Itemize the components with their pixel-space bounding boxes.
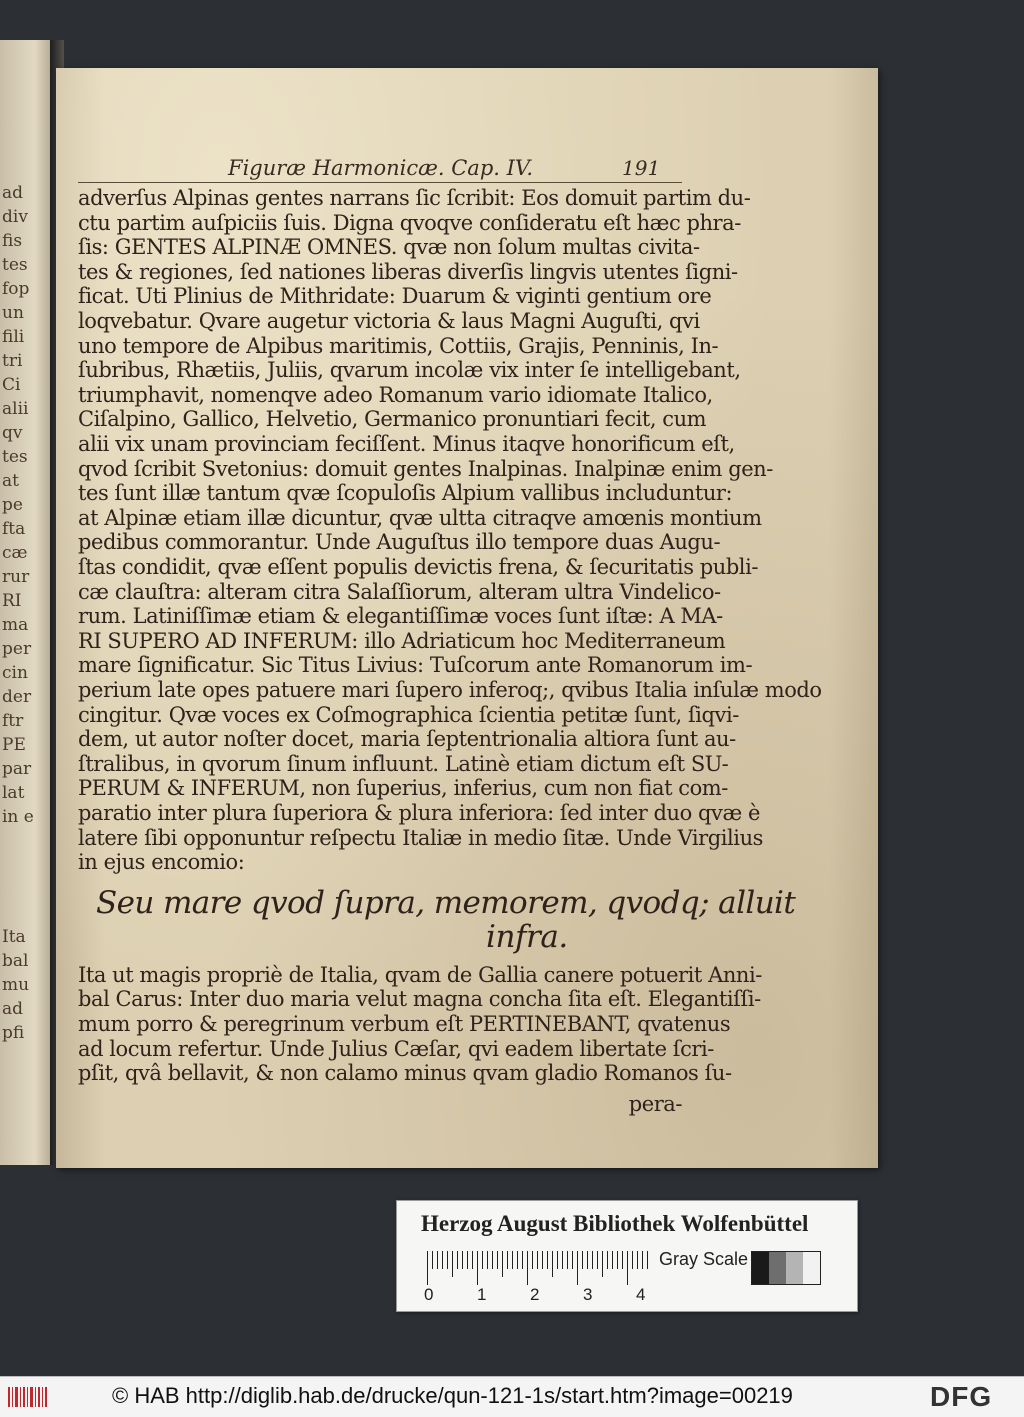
ruler-tick: [457, 1251, 458, 1269]
left-page-fragment: rur: [2, 567, 30, 587]
gray-scale-label: Gray Scale: [659, 1249, 749, 1269]
text-line: mum porro & peregrinum verbum eſt PERTINEBANT, qvatenus: [78, 1012, 731, 1036]
text-line: pſit, qvâ bellavit, & non calamo minus qvam gladio Romanos ſu-: [78, 1061, 732, 1086]
card-title: Herzog August Bibliothek Wolfenbüttel: [421, 1211, 809, 1236]
left-page-fragment: alii: [2, 399, 29, 419]
ruler-tick: [472, 1251, 473, 1269]
text-line: qvod ſcribit Svetonius: domuit gentes Inalpinas. Inalpinæ enim gen-: [78, 456, 773, 481]
ruler-tick: [467, 1251, 468, 1269]
left-page-fragment: par: [2, 759, 32, 779]
ruler-tick: [582, 1251, 583, 1269]
left-page-fragment: pe: [2, 495, 23, 515]
catchword: pera-: [628, 1091, 682, 1116]
text-line: Ciſalpino, Gallico, Helvetio, Germanico pronuntiari fecit, cum: [78, 407, 707, 432]
ruler-tick: [507, 1251, 508, 1269]
left-page-fragment: ma: [2, 615, 29, 635]
gray-scale-swatches: [751, 1251, 821, 1285]
left-page-fragment: mu: [2, 975, 30, 995]
ruler-tick: [427, 1251, 428, 1285]
text-line: cingitur. Qvæ voces ex Coſmographica ſcientia petitæ ſunt, ſiqvi-: [78, 702, 739, 727]
text-line: adverſus Alpinas gentes narrans ſic ſcribit: Eos domuit partim du-: [78, 186, 751, 210]
ruler-tick: [557, 1251, 558, 1269]
ruler-tick: [627, 1251, 628, 1285]
gray-swatch: [752, 1252, 769, 1284]
ruler-tick: [612, 1251, 613, 1269]
color-calibration-card: [396, 1200, 858, 1312]
book-page: [56, 68, 878, 1168]
copyright-url: © HAB http://diglib.hab.de/drucke/qun-121-1s/start.htm?image=00219: [112, 1383, 793, 1408]
barcode-icon: [8, 1385, 48, 1409]
ruler-tick: [542, 1251, 543, 1269]
text-line: at Alpinæ etiam illæ dicuntur, qvæ ultta citraqve amœnis montium: [78, 505, 762, 530]
ruler-tick: [437, 1251, 438, 1269]
text-line: ficat. Uti Plinius de Mithridate: Duarum & viginti gentium ore: [78, 284, 712, 309]
text-line: dem, ut autor noſter docet, maria ſeptentrionalia altiora ſunt au-: [78, 727, 736, 752]
left-page-fragment: tri: [2, 351, 23, 371]
left-page-fragment: cæ: [2, 543, 28, 563]
ruler-tick: [497, 1251, 498, 1269]
text-line: ad locum refertur. Unde Julius Cæſar, qvi eadem libertate ſcri-: [78, 1036, 714, 1061]
text-line: Ita ut magis propriè de Italia, qvam de Gallia canere potuerit Anni-: [78, 962, 762, 987]
gray-swatch: [786, 1252, 803, 1284]
ruler-tick: [602, 1251, 603, 1277]
text-line: ſis: GENTES ALPINÆ OMNES. qvæ non ſolum multas civita-: [78, 235, 700, 260]
left-page-fragment: tes: [2, 447, 28, 467]
ruler-tick: [572, 1251, 573, 1269]
dfg-logo: DFG: [930, 1381, 993, 1412]
ruler-tick: [592, 1251, 593, 1269]
left-page-fragment: fta: [2, 519, 26, 539]
ruler-tick: [637, 1251, 638, 1269]
left-page-fragment: in e: [2, 807, 34, 827]
left-page-fragment: ftr: [2, 711, 24, 731]
text-line: perium late opes patuere mari ſupero inferoq;, qvibus Italia inſulæ modo: [78, 678, 822, 702]
ruler-tick: [562, 1251, 563, 1269]
left-page-fragment: ad: [2, 999, 24, 1019]
ruler-tick: [647, 1251, 648, 1269]
text-line: tes & regiones, ſed nationes liberas diverſis lingvis utentes ſigni-: [78, 259, 738, 284]
text-line: mare ſignificatur. Sic Titus Livius: Tuſcorum ante Romanorum im-: [78, 653, 753, 678]
ruler-tick: [462, 1251, 463, 1269]
text-line: triumphavit, nomenqve adeo Romanum vario idiomate Italico,: [78, 382, 713, 407]
text-line: cæ clauſtra: alteram citra Salaſſiorum, alteram ultra Vindelico-: [78, 579, 721, 604]
left-page-fragment: at: [2, 471, 19, 491]
ruler-tick: [517, 1251, 518, 1269]
ruler-tick: [632, 1251, 633, 1269]
text-line: pedibus commorantur. Unde Auguſtus illo tempore duas Augu-: [78, 530, 721, 555]
ruler-tick: [487, 1251, 488, 1269]
ruler-tick: [532, 1251, 533, 1269]
ruler-tick: [477, 1251, 478, 1285]
left-page-fragment: Ita: [2, 927, 26, 947]
ruler-tick: [597, 1251, 598, 1269]
verse-line: infra.: [486, 918, 568, 955]
ruler-tick: [537, 1251, 538, 1269]
measurement-ruler: [427, 1251, 647, 1285]
left-page-fragment: cin: [2, 663, 28, 683]
text-block: [56, 68, 878, 1168]
ruler-tick: [492, 1251, 493, 1269]
ruler-tick: [512, 1251, 513, 1269]
text-line: loqvebatur. Qvare augetur victoria & laus Magni Auguſti, qvi: [78, 309, 700, 333]
text-line: PERUM & INFERUM, non ſuperius, inferius, cum non fiat com-: [78, 776, 728, 801]
ruler-tick: [567, 1251, 568, 1269]
left-page-fragment: div: [2, 207, 28, 227]
left-page-fragment: lat: [2, 783, 25, 803]
ruler-tick: [442, 1251, 443, 1269]
page-number: 191: [622, 156, 661, 180]
left-facing-page: [0, 40, 52, 1165]
left-page-fragment: bal: [2, 951, 29, 971]
left-page-fragment: fis: [2, 231, 23, 251]
text-line: paratio inter plura ſuperiora & plura inferiora: ſed inter duo qvæ è: [78, 801, 760, 825]
ruler-tick: [447, 1251, 448, 1269]
text-line: alii vix unam provinciam feciſſent. Minus itaqve honorificum eſt,: [78, 432, 735, 456]
text-line: RI SUPERO AD INFERUM: illo Adriaticum hoc Mediterraneum: [78, 628, 726, 653]
ruler-tick: [482, 1251, 483, 1269]
gray-swatch: [769, 1252, 786, 1284]
ruler-tick: [607, 1251, 608, 1269]
text-line: rum. Latiniſſimæ etiam & elegantiſſimæ voces ſunt iſtæ: A MA-: [78, 604, 723, 629]
ruler-tick: [577, 1251, 578, 1285]
left-page-fragment: pfi: [2, 1023, 25, 1043]
ruler-tick: [587, 1251, 588, 1269]
ruler-tick: [622, 1251, 623, 1269]
running-title: Figuræ Harmonicæ. Cap. IV.: [228, 156, 534, 180]
gray-swatch: [803, 1252, 820, 1284]
ruler-tick: [642, 1251, 643, 1269]
ruler-number: 1: [477, 1285, 487, 1304]
text-line: ctu partim auſpiciis ſuis. Digna qvoqve conſideratu eſt hæc phra-: [78, 210, 741, 235]
ruler-tick: [527, 1251, 528, 1285]
left-page-fragment: PE: [2, 735, 26, 755]
left-page-fragment: fop: [2, 279, 30, 299]
text-line: bal Carus: Inter duo maria velut magna concha ſita eſt. Elegantiſſi-: [78, 987, 761, 1012]
ruler-tick: [502, 1251, 503, 1277]
text-line: latere ſibi opponuntur reſpectu Italiæ in medio ſitæ. Unde Virgilius: [78, 825, 763, 850]
text-line: ſubribus, Rhætiis, Juliis, qvarum incolæ vix inter ſe intelligebant,: [78, 358, 741, 383]
text-line: uno tempore de Alpibus maritimis, Cottiis, Grajis, Penninis, In-: [78, 333, 719, 358]
left-page-fragment: per: [2, 639, 32, 659]
text-line: ſtralibus, in qvorum ſinum influunt. Latinè etiam dictum eſt SU-: [78, 751, 729, 776]
left-page-fragment: RI: [2, 591, 22, 611]
ruler-number: 3: [583, 1285, 593, 1304]
left-page-fragment: tes: [2, 255, 28, 275]
ruler-tick: [552, 1251, 553, 1277]
left-page-fragment: un: [2, 303, 24, 323]
ruler-tick: [522, 1251, 523, 1269]
ruler-tick: [547, 1251, 548, 1269]
left-page-fragment: der: [2, 687, 32, 707]
left-page-fragment: fili: [2, 327, 25, 347]
verse-line: Seu mare qvod ſupra, memorem, qvodq; alluit: [96, 884, 796, 921]
footer-bar: [0, 1376, 1024, 1417]
left-page-fragment: Ci: [2, 375, 21, 395]
left-page-fragment: qv: [2, 423, 23, 443]
text-line: ſtas condidit, qvæ eſſent populis devictis frena, & ſecuritatis publi-: [78, 555, 758, 579]
text-line: tes ſunt illæ tantum qvæ ſcopuloſis Alpium vallibus includuntur:: [78, 481, 733, 506]
ruler-number: 0: [424, 1285, 434, 1304]
ruler-tick: [432, 1251, 433, 1269]
ruler-tick: [617, 1251, 618, 1269]
ruler-tick: [452, 1251, 453, 1277]
left-page-fragment: ad: [2, 183, 24, 203]
ruler-number: 2: [530, 1285, 540, 1304]
text-line: in ejus encomio:: [78, 850, 245, 875]
ruler-number: 4: [636, 1285, 646, 1304]
